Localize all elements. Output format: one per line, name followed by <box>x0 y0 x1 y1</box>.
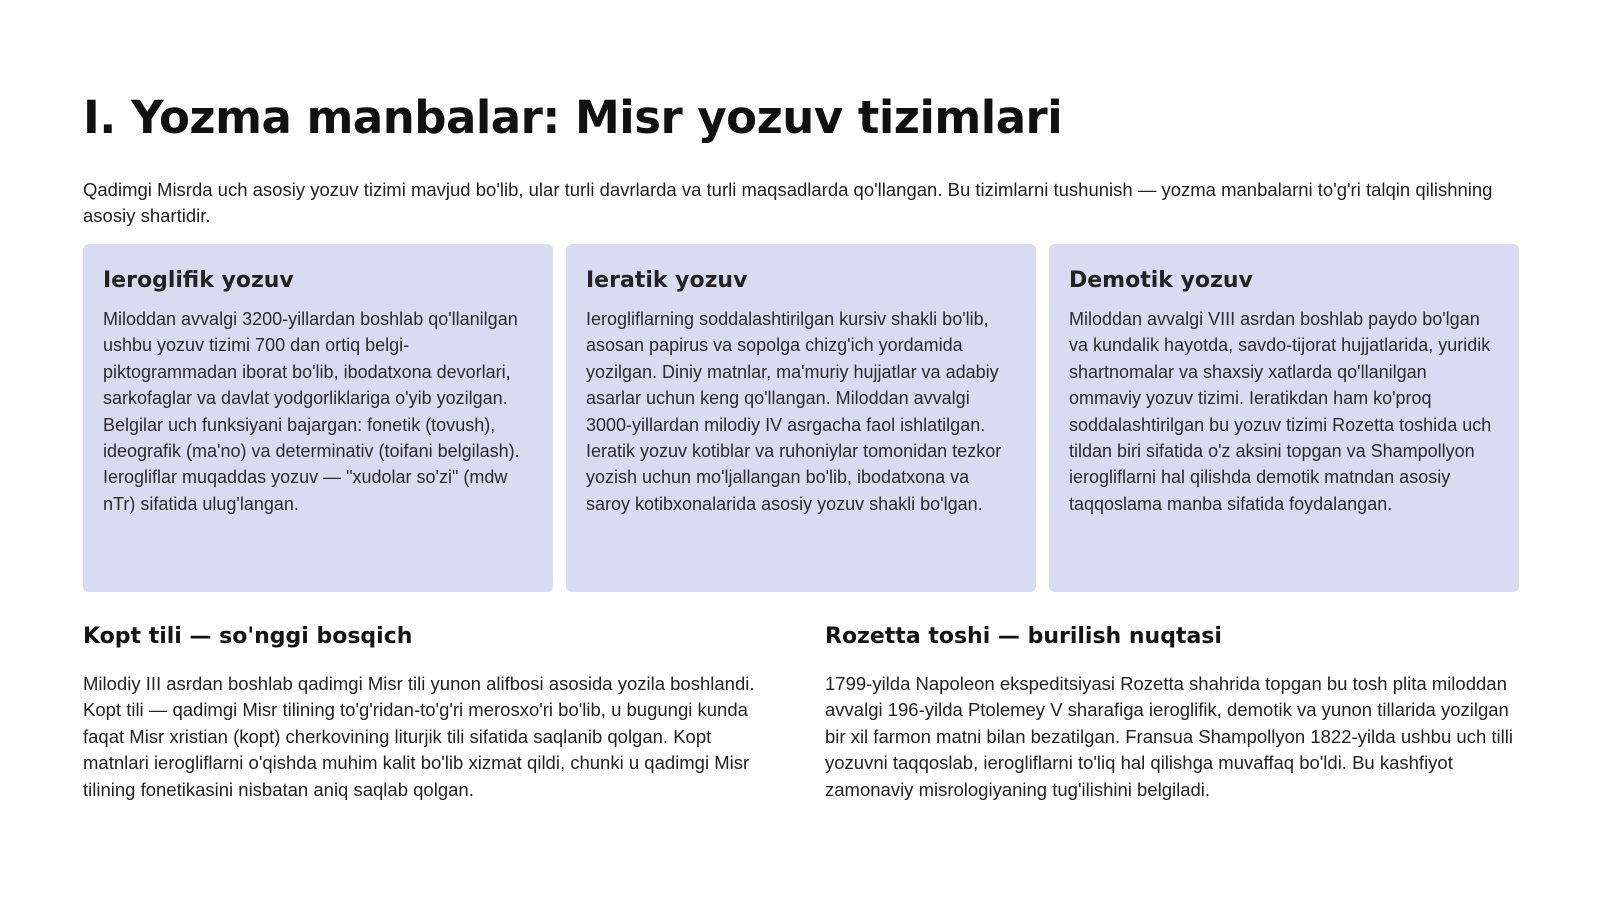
card-title: Ieroglifik yozuv <box>103 268 294 293</box>
bottom-sections <box>83 620 1519 803</box>
section-text: 1799-yilda Napoleon ekspeditsiyasi Rozetta shahrida topgan bu tosh plita miloddan avvalgi 196-yilda Ptolemey V sharafiga ieroglifik, demotik va yunon tillarida yozilgan bir xil farmon matni bilan bezatilgan. Fransua Shampollyon 1822-yilda ushbu uch tilli yozuvni taqqoslab, ierogliflarni to'liq hal qilishga muvaffaq bo'ldi. Bu kashfiyot zamonaviy misrologiyaning tug'ilishini belgiladi. <box>825 673 1513 800</box>
intro-paragraph: Qadimgi Misrda uch asosiy yozuv tizimi mavjud bo'lib, ular turli davrlarda va turli maqsadlarda qo'llangan. Bu tizimlarni tushunish — yozma manbalarni to'g'ri talqin qilishning asosiy shartidir. <box>83 179 1493 226</box>
card-hieratic <box>566 244 1036 592</box>
section-text: Milodiy III asrdan boshlab qadimgi Misr tili yunon alifbosi asosida yozila boshlandi. Kopt tili — qadimgi Misr tilining to'g'ridan-to'g'ri merosxo'ri bo'lib, u bugungi kunda faqat Misr xristian (kopt) cherkovining liturjik tili sifatida saqlanib qolgan. Kopt matnlari ierogliflarni o'qishda muhim kalit bo'lib xizmat qildi, chunki u qadimgi Misr tilining fonetikasini nisbatan aniq saqlab qolgan. <box>83 673 755 800</box>
card-demotic <box>1049 244 1519 592</box>
slide <box>83 0 1519 900</box>
section-rosetta <box>825 620 1519 803</box>
card-text: Miloddan avvalgi 3200-yillardan boshlab qo'llanilgan ushbu yozuv tizimi 700 dan ortiq belgi-piktogrammadan iborat bo'lib, ibodatxona devorlari, sarkofaglar va davlat yodgorliklariga o'yib yozilgan. Belgilar uch funksiyani bajargan: fonetik (tovush), ideografik (ma'no) va determinativ (toifani belgilash). Ierogliflar muqaddas yozuv — "xudolar so'zi" (mdw nTr) sifatida ulug'langan. <box>103 309 520 514</box>
section-title: Kopt tili — so'nggi bosqich <box>83 624 413 649</box>
card-title: Ieratik yozuv <box>586 268 748 293</box>
card-hieroglyphic <box>83 244 553 592</box>
card-text: Miloddan avvalgi VIII asrdan boshlab paydo bo'lgan va kundalik hayotda, savdo-tijorat hujjatlarida, yuridik shartnomalar va shaxsiy xatlarda qo'llanilgan ommaviy yozuv tizimi. Ieratikdan ham ko'proq soddalashtirilgan bu yozuv tizimi Rozetta toshida uch tildan biri sifatida o'z aksini topgan va Shampollyon ierogliflarni hal qilishda demotik matndan asosiy taqqoslama manba sifatida foydalangan. <box>1069 309 1492 514</box>
page-title: I. Yozma manbalar: Misr yozuv tizimlari <box>83 91 1063 144</box>
card-title: Demotik yozuv <box>1069 268 1253 293</box>
card-text: Ierogliflarning soddalashtirilgan kursiv shakli bo'lib, asosan papirus va sopolga chizg'ich yordamida yozilgan. Diniy matnlar, ma'muriy hujjatlar va adabiy asarlar uchun keng qo'llangan. Miloddan avvalgi 3000-yillardan milodiy IV asrgacha faol ishlatilgan. Ieratik yozuv kotiblar va ruhoniylar tomonidan tezkor yozish uchun mo'ljallangan bo'lib, ibodatxona va saroy kotibxonalarida asosiy yozuv shakli bo'lgan. <box>586 309 1002 514</box>
writing-systems-cards <box>83 244 1519 592</box>
section-coptic <box>83 620 777 803</box>
section-title: Rozetta toshi — burilish nuqtasi <box>825 624 1222 649</box>
